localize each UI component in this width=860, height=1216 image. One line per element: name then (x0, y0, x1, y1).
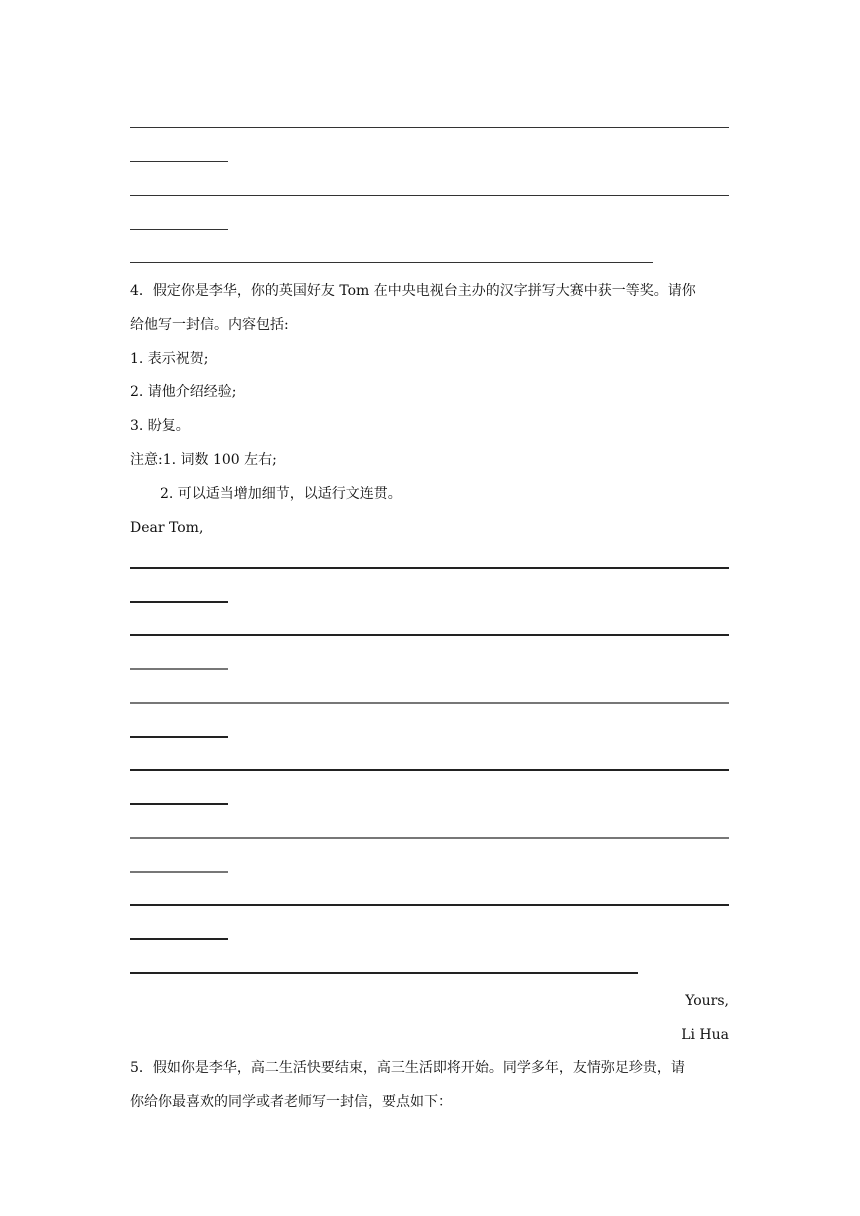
writing-line (130, 567, 729, 569)
writing-line (130, 702, 729, 704)
writing-line (130, 837, 729, 839)
writing-line (130, 634, 729, 636)
writing-line (130, 262, 653, 263)
writing-line (130, 668, 228, 670)
q4-closing: Yours, (685, 993, 729, 1009)
writing-line (130, 229, 228, 230)
writing-line (130, 601, 228, 603)
writing-line (130, 904, 729, 906)
q4-intro-line2: 给他写一封信。内容包括: (130, 317, 289, 333)
q4-salutation: Dear Tom, (130, 520, 204, 536)
writing-line (130, 736, 228, 738)
writing-line (130, 161, 228, 162)
writing-line (130, 769, 729, 771)
writing-line (130, 195, 729, 196)
writing-line (130, 972, 638, 974)
q4-intro-line1: 4．假定你是李华，你的英国好友 Tom 在中央电视台主办的汉字拼写大赛中获一等奖。请你 (130, 283, 696, 299)
writing-line (130, 871, 228, 873)
writing-line (130, 803, 228, 805)
q5-intro-line2: 你给你最喜欢的同学或者老师写一封信，要点如下： (130, 1094, 452, 1110)
q4-point-3: 3. 盼复。 (130, 418, 190, 434)
q4-point-1: 1. 表示祝贺; (130, 351, 209, 367)
q4-note-2: 2. 可以适当增加细节，以适行文连贯。 (160, 486, 402, 502)
q4-signature: Li Hua (681, 1027, 729, 1043)
writing-line (130, 938, 228, 940)
q5-intro-line1: 5．假如你是李华，高二生活快要结束，高三生活即将开始。同学多年，友情弥足珍贵，请 (130, 1060, 685, 1076)
writing-line (130, 127, 729, 128)
q4-point-2: 2. 请他介绍经验; (130, 384, 237, 400)
q4-note-1: 注意:1. 词数 100 左右; (130, 452, 277, 468)
